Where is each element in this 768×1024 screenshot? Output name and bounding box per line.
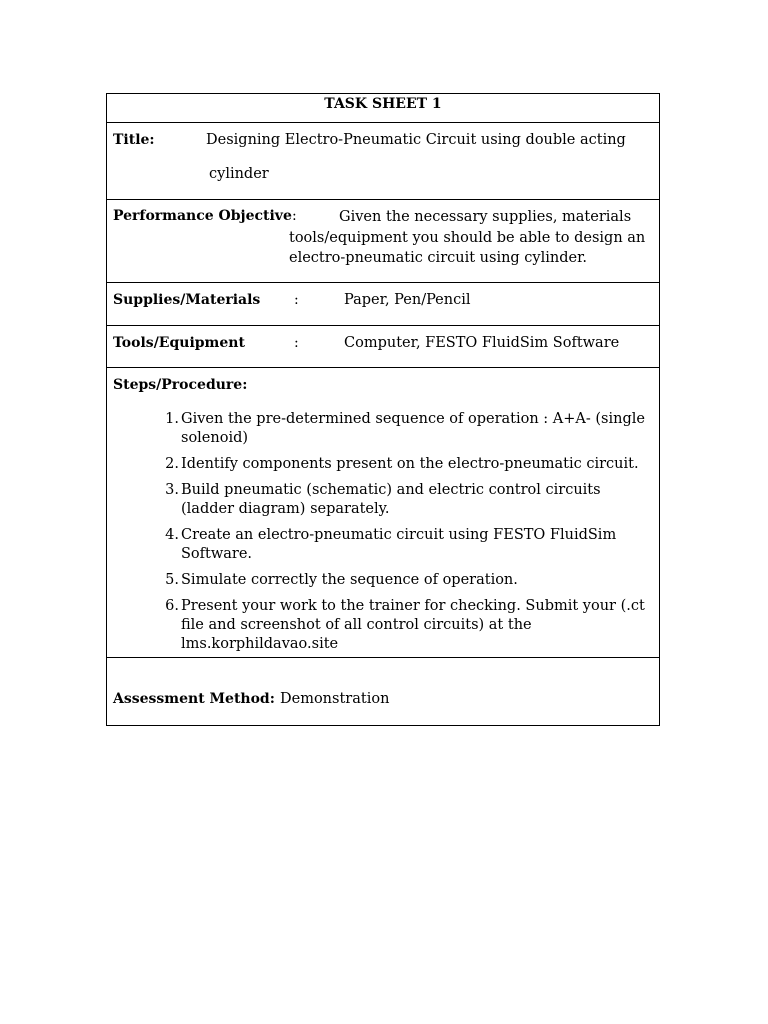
performance-objective-colon: : — [292, 208, 297, 224]
assessment-label: Assessment Method: — [113, 691, 275, 707]
step-text: Build pneumatic (schematic) and electric control circuits (ladder diagram) separately. — [181, 482, 601, 517]
tools-label: Tools/Equipment — [113, 335, 245, 351]
supplies-value: Paper, Pen/Pencil — [344, 292, 471, 308]
step-text: Identify components present on the electro-pneumatic circuit. — [181, 456, 639, 472]
step-text: Given the pre-determined sequence of operation : A+A- (single solenoid) — [181, 411, 645, 446]
step-item — [165, 455, 651, 474]
assessment-row — [107, 657, 659, 725]
supplies-row — [107, 282, 659, 325]
step-number: 4. — [165, 527, 179, 543]
step-item — [165, 571, 651, 590]
step-item — [165, 597, 651, 654]
step-number: 6. — [165, 598, 179, 614]
steps-list — [165, 410, 651, 661]
title-label: Title: — [113, 132, 155, 148]
step-text: Simulate correctly the sequence of operation. — [181, 572, 518, 588]
steps-row — [107, 367, 659, 657]
title-row — [107, 122, 659, 199]
step-item — [165, 526, 651, 564]
header-row — [107, 94, 659, 122]
title-text-line1: Designing Electro-Pneumatic Circuit using double acting — [206, 132, 626, 148]
steps-label: Steps/Procedure: — [113, 377, 248, 393]
step-number: 5. — [165, 572, 179, 588]
step-number: 2. — [165, 456, 179, 472]
performance-objective-label: Performance Objective — [113, 208, 292, 224]
assessment-value: Demonstration — [280, 691, 390, 707]
sheet-heading: TASK SHEET 1 — [324, 96, 442, 112]
title-text-line2: cylinder — [209, 166, 269, 182]
step-item — [165, 481, 651, 519]
supplies-label: Supplies/Materials — [113, 292, 261, 308]
tools-row — [107, 325, 659, 367]
step-number: 1. — [165, 411, 179, 427]
performance-objective-row — [107, 199, 659, 282]
step-text: Create an electro-pneumatic circuit using FESTO FluidSim Software. — [181, 527, 617, 562]
tools-value: Computer, FESTO FluidSim Software — [344, 335, 620, 351]
performance-objective-text: Given the necessary supplies, materials tools/equipment you should be able to design an electro-pneumatic circuit using cylinder. — [289, 209, 646, 266]
step-number: 3. — [165, 482, 179, 498]
tools-colon: : — [294, 335, 299, 351]
supplies-colon: : — [294, 292, 299, 308]
task-sheet-table — [106, 93, 660, 726]
step-text: Present your work to the trainer for checking. Submit your (.ct file and screenshot of all control circuits) at the lms.korphildavao.site — [181, 598, 645, 652]
step-item — [165, 410, 651, 448]
